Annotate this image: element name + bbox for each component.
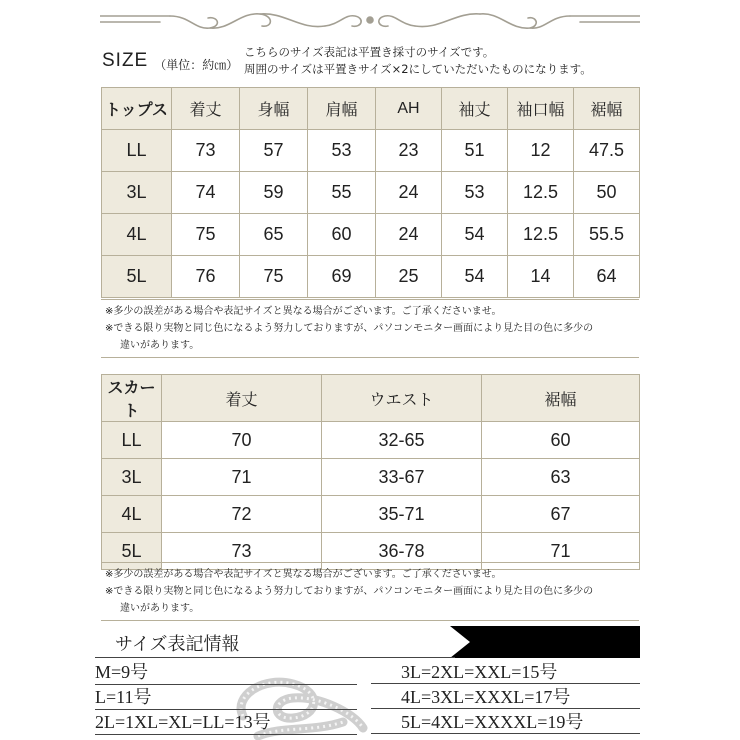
size-equivalence: 2L=1XL=XL=LL=13号 bbox=[95, 712, 271, 732]
table-cell: 65 bbox=[240, 214, 308, 256]
table-cell: 71 bbox=[162, 459, 322, 496]
row-size-label: 5L bbox=[102, 533, 162, 570]
table-cell: 55.5 bbox=[574, 214, 640, 256]
table-cell: 53 bbox=[442, 172, 508, 214]
table-cell: 70 bbox=[162, 422, 322, 459]
size-equivalence: 5L=4XL=XXXXL=19号 bbox=[401, 712, 584, 732]
size-info-row bbox=[95, 660, 357, 685]
table-row bbox=[102, 214, 640, 256]
size-info-row bbox=[371, 685, 640, 709]
table-cell: 14 bbox=[508, 256, 574, 298]
tops-corner-label: トップス bbox=[102, 88, 172, 130]
column-header: AH bbox=[376, 88, 442, 130]
table-cell: 54 bbox=[442, 214, 508, 256]
column-header: 裾幅 bbox=[574, 88, 640, 130]
table-cell: 25 bbox=[376, 256, 442, 298]
column-header: 袖丈 bbox=[442, 88, 508, 130]
note-line: ※多少の誤差がある場合や表記サイズと異なる場合がございます。ご了承くださいませ。 bbox=[105, 569, 502, 580]
table-cell: 51 bbox=[442, 130, 508, 172]
table-cell: 24 bbox=[376, 172, 442, 214]
table-cell: 71 bbox=[482, 533, 640, 570]
row-size-label: 4L bbox=[102, 496, 162, 533]
table-cell: 24 bbox=[376, 214, 442, 256]
tops-notes bbox=[101, 299, 639, 358]
table-cell: 69 bbox=[308, 256, 376, 298]
row-size-label: 4L bbox=[102, 214, 172, 256]
row-size-label: 3L bbox=[102, 172, 172, 214]
note-line: 違いがあります。 bbox=[120, 603, 200, 614]
table-cell: 74 bbox=[172, 172, 240, 214]
table-cell: 75 bbox=[172, 214, 240, 256]
table-cell: 64 bbox=[574, 256, 640, 298]
table-row bbox=[102, 459, 640, 496]
table-cell: 12.5 bbox=[508, 172, 574, 214]
column-header: 着丈 bbox=[162, 375, 322, 422]
table-cell: 36-78 bbox=[322, 533, 482, 570]
table-cell: 33-67 bbox=[322, 459, 482, 496]
size-equivalence: 3L=2XL=XXL=15号 bbox=[401, 662, 558, 682]
skirt-corner-label: スカート bbox=[102, 375, 162, 422]
note-line: 違いがあります。 bbox=[120, 340, 200, 351]
table-cell: 63 bbox=[482, 459, 640, 496]
table-row bbox=[102, 422, 640, 459]
scroll-ornament-divider-icon bbox=[100, 8, 640, 36]
size-unit-label: （単位：約㎝） bbox=[154, 58, 239, 72]
table-cell: 32-65 bbox=[322, 422, 482, 459]
table-cell: 54 bbox=[442, 256, 508, 298]
size-info-row bbox=[371, 660, 640, 684]
skirt-notes bbox=[101, 562, 639, 621]
table-cell: 12 bbox=[508, 130, 574, 172]
table-cell: 75 bbox=[240, 256, 308, 298]
table-cell: 23 bbox=[376, 130, 442, 172]
table-header-row bbox=[102, 375, 640, 422]
size-info-row bbox=[95, 710, 357, 735]
size-title: SIZE bbox=[102, 50, 149, 71]
size-equivalence: L=11号 bbox=[95, 687, 152, 707]
skirt-size-table bbox=[101, 374, 640, 570]
table-cell: 57 bbox=[240, 130, 308, 172]
note-line: ※できる限り実物と同じ色になるよう努力しておりますが、パソコンモニター画面により見た目の色に多少の bbox=[105, 586, 594, 597]
table-cell: 50 bbox=[574, 172, 640, 214]
row-size-label: 5L bbox=[102, 256, 172, 298]
column-header: 肩幅 bbox=[308, 88, 376, 130]
table-cell: 73 bbox=[172, 130, 240, 172]
table-cell: 35-71 bbox=[322, 496, 482, 533]
table-cell: 55 bbox=[308, 172, 376, 214]
column-header: 袖口幅 bbox=[508, 88, 574, 130]
table-cell: 59 bbox=[240, 172, 308, 214]
size-description bbox=[244, 44, 592, 78]
table-cell: 72 bbox=[162, 496, 322, 533]
size-info-panel bbox=[95, 626, 640, 740]
column-header: 着丈 bbox=[172, 88, 240, 130]
size-equivalence: M=9号 bbox=[95, 662, 149, 682]
size-info-title: サイズ表記情報 bbox=[115, 634, 240, 655]
note-line: ※できる限り実物と同じ色になるよう努力しておりますが、パソコンモニター画面により見た目の色に多少の bbox=[105, 323, 594, 334]
table-cell: 60 bbox=[482, 422, 640, 459]
table-cell: 67 bbox=[482, 496, 640, 533]
size-heading bbox=[102, 50, 238, 73]
row-size-label: LL bbox=[102, 130, 172, 172]
size-note-line: 周囲のサイズは平置きサイズ×2にしていただいたものになります。 bbox=[244, 62, 592, 76]
size-info-row bbox=[95, 685, 357, 710]
row-size-label: LL bbox=[102, 422, 162, 459]
table-row bbox=[102, 256, 640, 298]
note-line: ※多少の誤差がある場合や表記サイズと異なる場合がございます。ご了承くださいませ。 bbox=[105, 306, 502, 317]
table-row bbox=[102, 496, 640, 533]
column-header: 裾幅 bbox=[482, 375, 640, 422]
row-size-label: 3L bbox=[102, 459, 162, 496]
table-cell: 12.5 bbox=[508, 214, 574, 256]
table-cell: 60 bbox=[308, 214, 376, 256]
column-header: 身幅 bbox=[240, 88, 308, 130]
size-info-row bbox=[371, 710, 640, 734]
size-equivalence: 4L=3XL=XXXL=17号 bbox=[401, 687, 571, 707]
table-row bbox=[102, 172, 640, 214]
table-cell: 76 bbox=[172, 256, 240, 298]
table-row bbox=[102, 130, 640, 172]
tops-size-table bbox=[101, 87, 640, 298]
table-cell: 73 bbox=[162, 533, 322, 570]
table-header-row bbox=[102, 88, 640, 130]
table-cell: 53 bbox=[308, 130, 376, 172]
table-cell: 47.5 bbox=[574, 130, 640, 172]
column-header: ウエスト bbox=[322, 375, 482, 422]
size-note-line: こちらのサイズ表記は平置き採寸のサイズです。 bbox=[244, 45, 495, 59]
